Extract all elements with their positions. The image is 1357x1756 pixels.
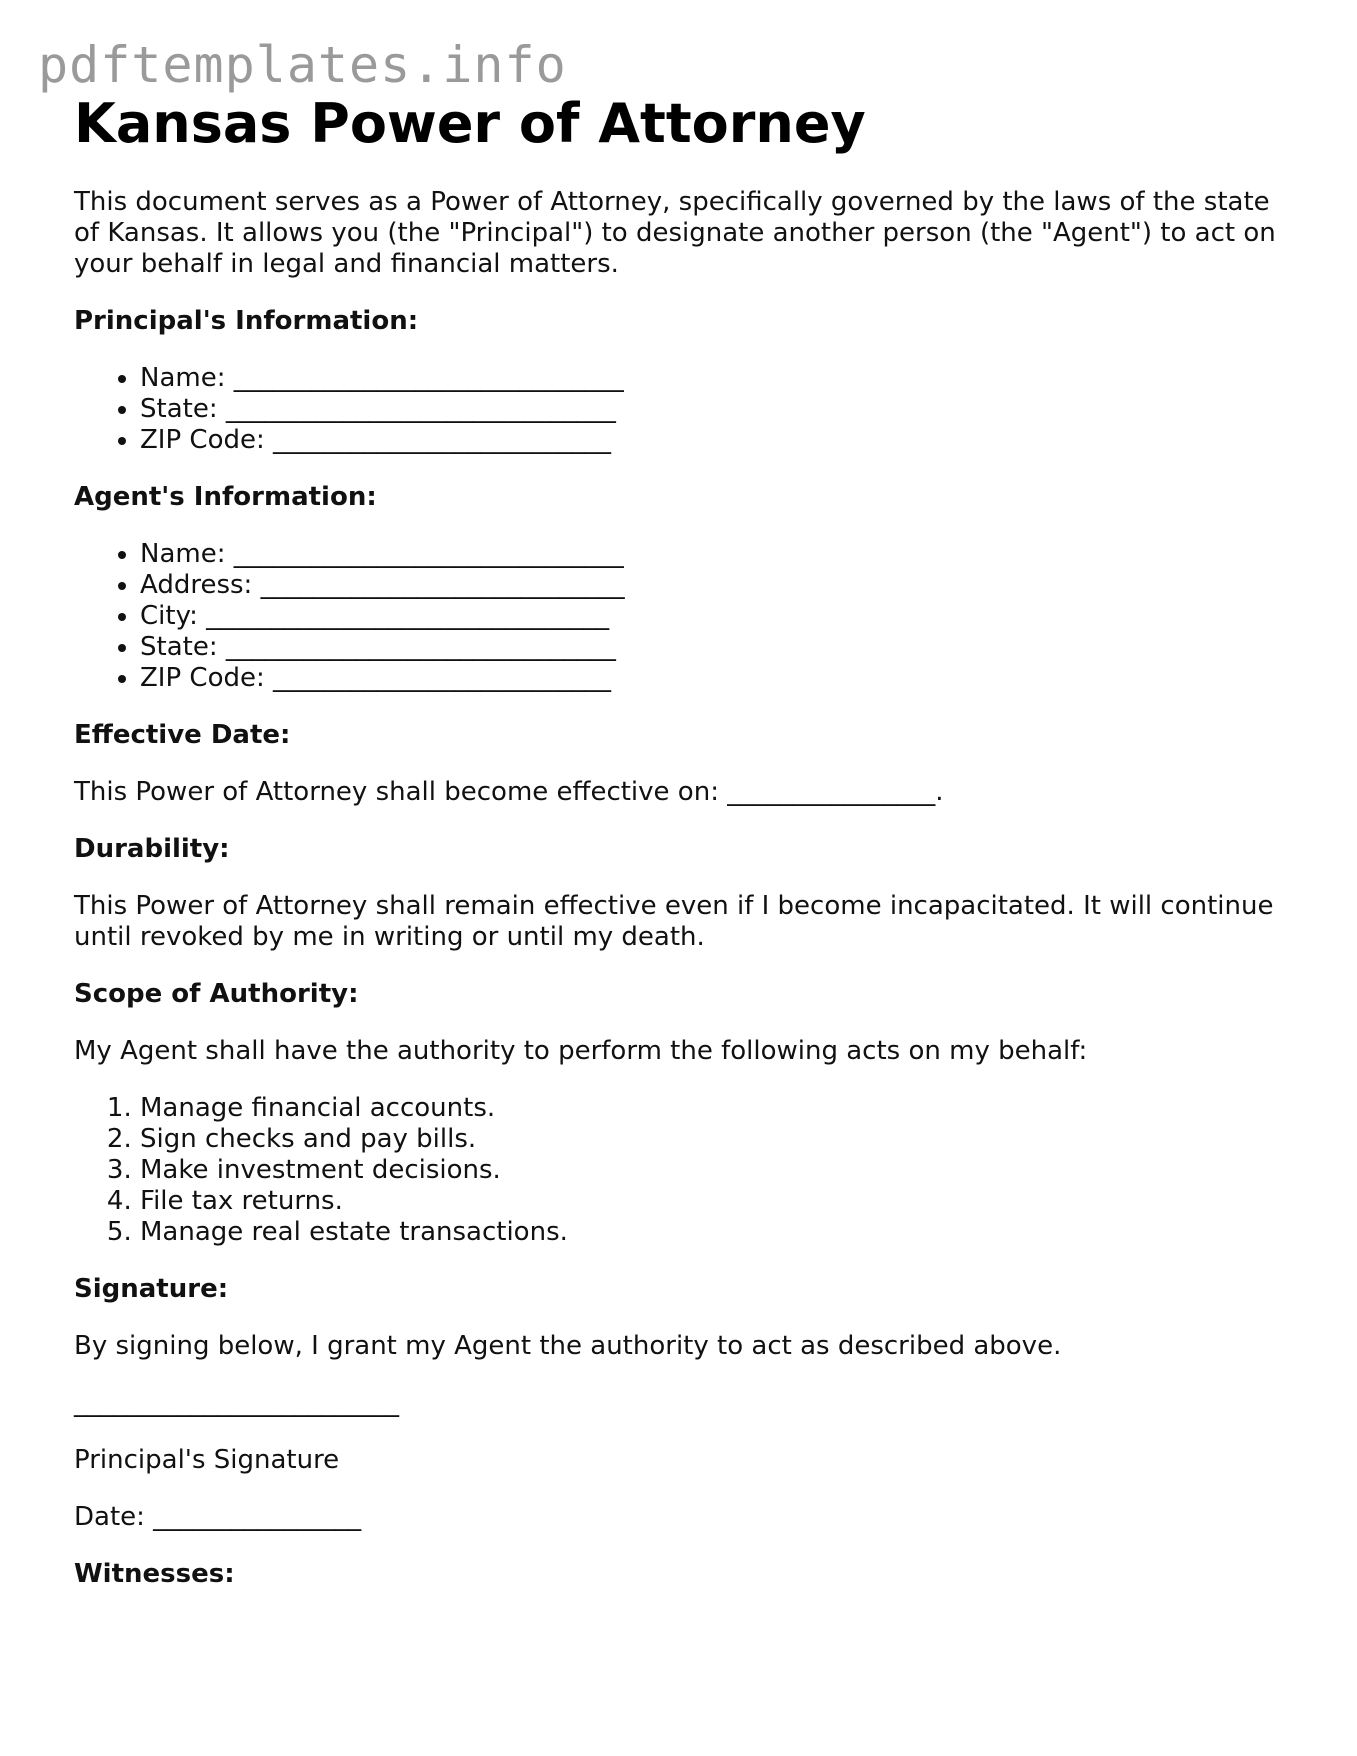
agent-zip-field: • ZIP Code: __________________________: [140, 663, 1294, 694]
scope-item: 3. Make investment decisions.: [140, 1155, 1294, 1186]
page-title: Kansas Power of Attorney: [74, 92, 866, 155]
witnesses-heading: Witnesses:: [74, 1558, 235, 1589]
signature-date-field: Date: ________________: [74, 1501, 362, 1532]
effective-date-text: This Power of Attorney shall become effective on: ________________.: [74, 776, 944, 807]
principal-name-field: • Name: ______________________________: [140, 363, 1294, 394]
effective-date-heading: Effective Date:: [74, 719, 291, 750]
scope-item: 5. Manage real estate transactions.: [140, 1217, 1294, 1248]
agent-heading: Agent's Information:: [74, 481, 377, 512]
durability-heading: Durability:: [74, 833, 230, 864]
signature-text: By signing below, I grant my Agent the authority to act as described above.: [74, 1330, 1062, 1361]
watermark: pdftemplates.info: [38, 36, 567, 94]
signature-label: Principal's Signature: [74, 1444, 340, 1475]
agent-address-field: • Address: ____________________________: [140, 570, 1294, 601]
scope-heading: Scope of Authority:: [74, 978, 359, 1009]
scope-item: 1. Manage financial accounts.: [140, 1093, 1294, 1124]
principal-heading: Principal's Information:: [74, 305, 419, 336]
scope-list: [74, 1093, 1294, 1248]
durability-text: This Power of Attorney shall remain effective even if I become incapacitated. It will continue until revoked by me in writing or until my death.: [74, 890, 1274, 952]
signature-heading: Signature:: [74, 1273, 229, 1304]
signature-line: _________________________: [74, 1387, 399, 1418]
scope-item: 2. Sign checks and pay bills.: [140, 1124, 1294, 1155]
scope-text: My Agent shall have the authority to perform the following acts on my behalf:: [74, 1035, 1088, 1066]
agent-city-field: • City: _______________________________: [140, 601, 1294, 632]
principal-state-field: • State: ______________________________: [140, 394, 1294, 425]
principal-fields-list: [74, 363, 1294, 456]
scope-item: 4. File tax returns.: [140, 1186, 1294, 1217]
intro-paragraph: This document serves as a Power of Attorney, specifically governed by the laws of the state of Kansas. It allows you (the "Principal") to designate another person (the "Agent") to act on your behalf in legal and financial matters.: [74, 186, 1276, 279]
agent-state-field: • State: ______________________________: [140, 632, 1294, 663]
agent-fields-list: [74, 539, 1294, 694]
document-page: [74, 92, 1294, 1616]
agent-name-field: • Name: ______________________________: [140, 539, 1294, 570]
principal-zip-field: • ZIP Code: __________________________: [140, 425, 1294, 456]
